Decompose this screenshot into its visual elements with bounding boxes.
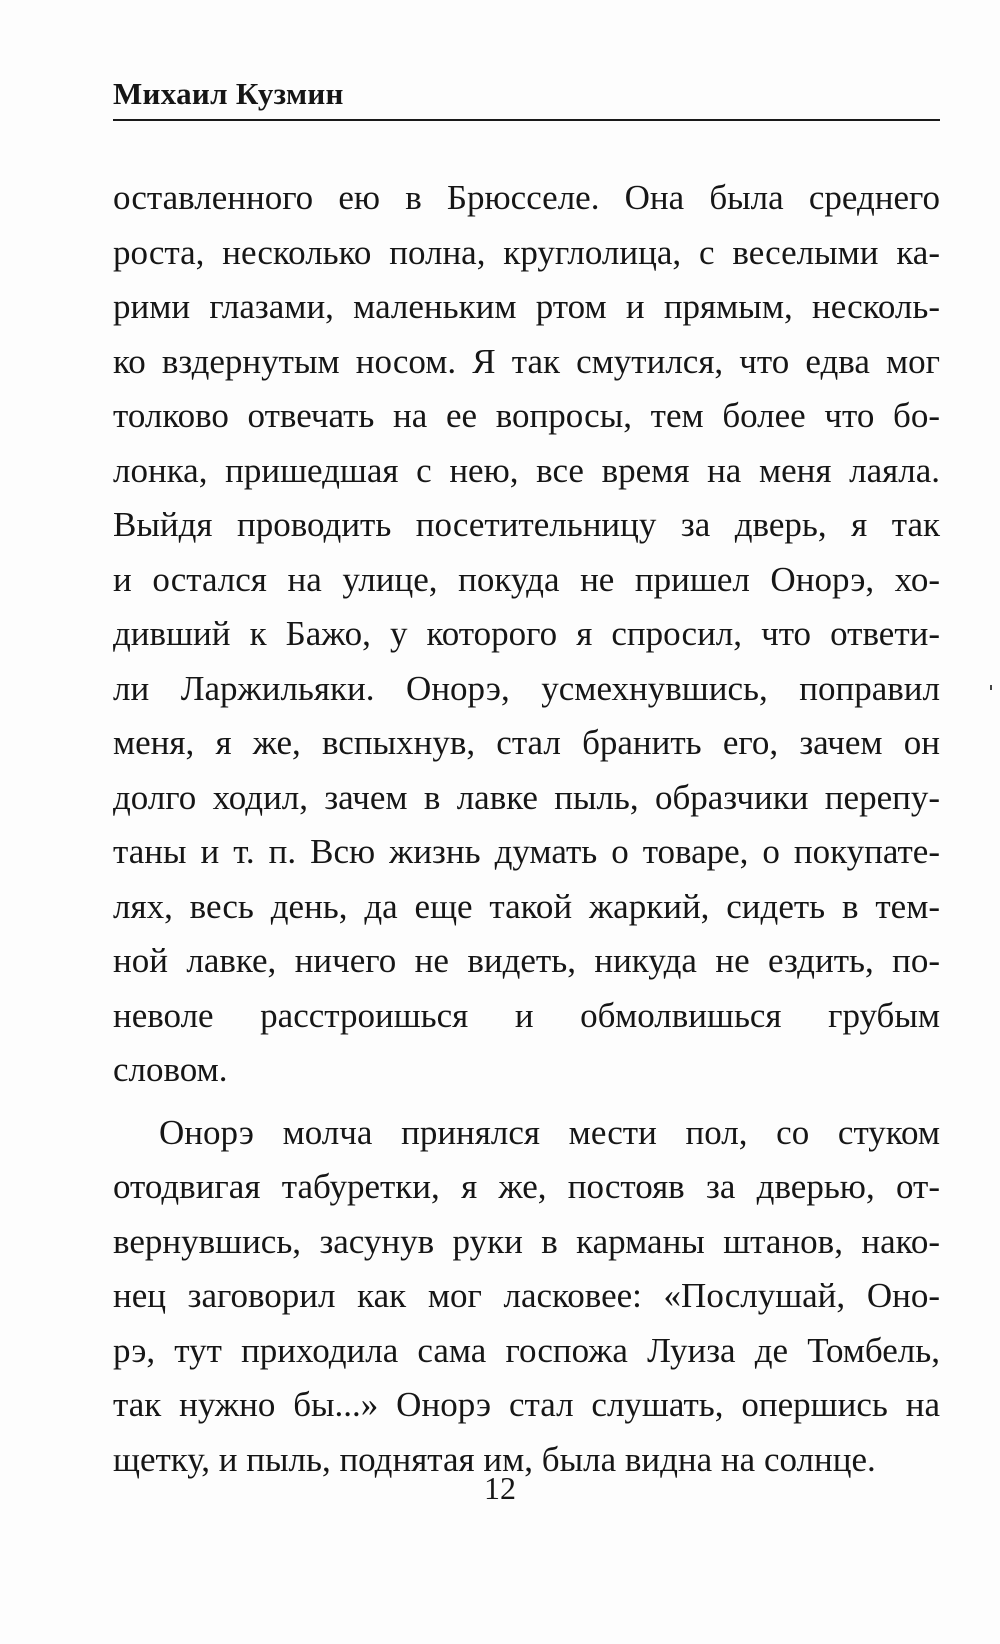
text-line: Онорэ молча принялся мести пол, со стуком (159, 1112, 940, 1152)
text-line: Выйдя проводить посетительницу за дверь, я так (113, 505, 940, 544)
text-line: рэ, тут приходила сама госпожа Луиза де Томбель, (113, 1330, 940, 1370)
text-line: роста, несколько полна, круглолица, с веселыми ка- (113, 232, 940, 272)
text-line: рими глазами, маленьким ртом и прямым, несколь- (113, 287, 940, 326)
text-line: ко вздернутым носом. Я так смутился, что едва мог (113, 341, 940, 381)
text-line: отодвигая табуретки, я же, постояв за дверью, от- (113, 1167, 940, 1206)
text-line: неволе расстроишься и обмолвишься грубым (113, 995, 940, 1035)
text-line: нец заговорил как мог ласковее: «Послушай, Оно- (113, 1276, 940, 1315)
paragraph (113, 171, 940, 1098)
paragraph-gap (113, 1098, 940, 1106)
text-line: щетку, и пыль, поднятая им, была видна на солнце. (113, 1439, 876, 1479)
text-line: ли Ларжильяки. Онорэ, усмехнувшись, поправил (113, 668, 940, 708)
text-line: так нужно бы...» Онорэ стал слушать, опершись на (113, 1385, 940, 1424)
text-line: дивший к Бажо, у которого я спросил, что ответи- (113, 614, 940, 653)
text-line: лонка, пришедшая с нею, все время на меня лаяла. (113, 450, 940, 490)
scan-mark (990, 685, 992, 690)
running-head-author: Михаил Кузмин (113, 76, 344, 111)
text-line: и остался на улице, покуда не пришел Онорэ, хо- (113, 559, 940, 599)
header-rule (113, 119, 940, 121)
page-number: 12 (484, 1470, 516, 1506)
text-line: вернувшись, засунув руки в карманы штанов, нако- (113, 1221, 940, 1261)
text-line: толково отвечать на ее вопросы, тем более что бо- (113, 396, 940, 435)
paragraph (113, 1106, 940, 1488)
text-line: лях, весь день, да еще такой жаркий, сидеть в тем- (113, 886, 940, 926)
text-line: долго ходил, зачем в лавке пыль, образчики перепу- (113, 777, 940, 817)
body-text (113, 171, 940, 1487)
text-line: ной лавке, ничего не видеть, никуда не ездить, по- (113, 941, 940, 980)
text-line: меня, я же, вспыхнув, стал бранить его, зачем он (113, 723, 940, 762)
text-line: оставленного ею в Брюсселе. Она была среднего (113, 178, 940, 217)
text-line: таны и т. п. Всю жизнь думать о товаре, о покупате- (113, 832, 940, 871)
text-line: словом. (113, 1050, 228, 1089)
